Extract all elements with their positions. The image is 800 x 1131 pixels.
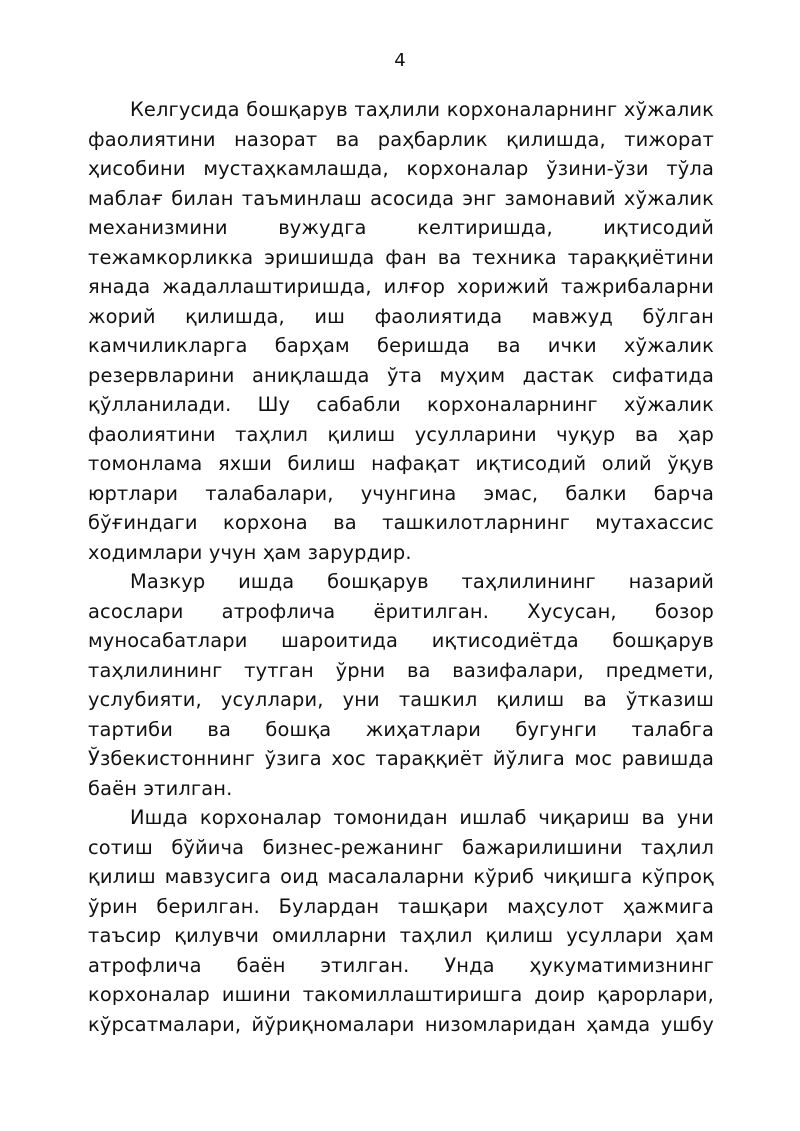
text-line: қўлланилади. Шу сабабли корхоналарнинг хўжалик [88, 393, 714, 416]
text-line: баён этилган. [88, 776, 233, 800]
text-line: асослари атрофлича ёритилган. Хусусан, бозор [88, 599, 714, 623]
body-text [88, 95, 714, 1039]
text-line: янада жадаллаштиришда, илғор хорижий тажрибаларни [88, 275, 714, 298]
text-line: Ишда корхоналар томонидан ишлаб чиқариш ва уни [130, 806, 714, 829]
paragraph [88, 803, 714, 1039]
text-line: маблағ билан таъминлаш асосида энг замонавий хўжалик [88, 186, 714, 210]
text-line: Келгусида бошқарув таҳлили корхоналарнинг хўжалик [130, 98, 714, 121]
text-line: Ўзбекистоннинг ўзига хос тараққиёт йўлига мос равишда [88, 747, 714, 770]
text-line: жорий қилишда, иш фаолиятида мавжуд бўлган [88, 304, 714, 328]
text-line: кўрсатмалари, йўриқномалари низомларидан ҳамда ушбу [88, 1012, 714, 1036]
text-line: фаолиятини таҳлил қилиш усулларини чуқур ва ҳар [88, 422, 714, 446]
text-line: ходимлари учун ҳам зарурдир. [88, 540, 412, 564]
paragraph [88, 567, 714, 803]
text-line: таҳлилининг тутган ўрни ва вазифалари, предмети, [88, 658, 714, 682]
paragraph [88, 95, 714, 567]
text-line: камчиликларга барҳам беришда ва ички хўжалик [88, 334, 714, 357]
text-line: механизмини вужудга келтиришда, иқтисодий [88, 216, 714, 239]
text-line: томонлама яхши билиш нафақат иқтисодий олий ўқув [88, 452, 714, 475]
text-line: бўғиндаги корхона ва ташкилотларнинг мутахассис [88, 511, 714, 534]
text-line: резервларини аниқлашда ўта муҳим дастак сифатида [88, 363, 714, 387]
text-line: таъсир қилувчи омилларни таҳлил қилиш усуллари ҳам [88, 924, 714, 947]
text-line: атрофлича баён этилган. Унда ҳукуматимизнинг [88, 953, 714, 977]
page-number: 4 [394, 50, 406, 71]
text-line: корхоналар ишини такомиллаштиришга доир қарорлари, [88, 983, 714, 1006]
text-line: услубияти, усуллари, уни ташкил қилиш ва ўтказиш [88, 688, 714, 711]
text-line: сотиш бўйича бизнес-режанинг бажарилишини таҳлил [88, 835, 714, 859]
text-line: ҳисобини мустаҳкамлашда, корхоналар ўзини-ўзи тўла [88, 157, 714, 180]
text-line: тежамкорликка эришишда фан ва техника тараққиётини [88, 245, 714, 269]
text-line: ўрин берилган. Булардан ташқари маҳсулот ҳажмига [88, 894, 714, 918]
text-line: юртлари талабалари, учунгина эмас, балки барча [88, 481, 714, 505]
text-line: муносабатлари шароитида иқтисодиётда бошқарув [88, 629, 714, 652]
text-line: Мазкур ишда бошқарув таҳлилининг назарий [130, 570, 714, 593]
text-line: қилиш мавзусига оид масалаларни кўриб чиқишга кўпроқ [88, 865, 714, 888]
text-line: тартиби ва бошқа жиҳатлари бугунги талабга [88, 717, 714, 741]
text-line: фаолиятини назорат ва раҳбарлик қилишда, тижорат [88, 127, 714, 151]
